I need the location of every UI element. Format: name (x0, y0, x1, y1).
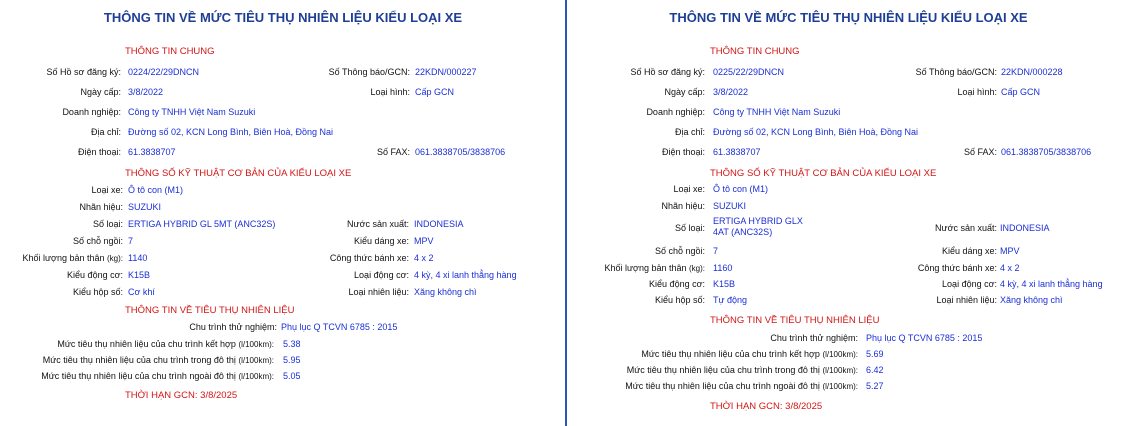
so-loai-value: ERTIGA HYBRID GL 5MT (ANC32S) (128, 219, 276, 229)
so-cho-value: 7 (713, 246, 719, 256)
so-cho-label: Số chỗ ngồi: (654, 246, 705, 256)
so-thong-bao-value: 22KDN/000227 (415, 67, 477, 77)
khoi-luong-label-text: Khối lượng bản thân (22, 253, 105, 263)
so-cho-value: 7 (128, 236, 134, 246)
so-thong-bao-label: Số Thông báo/GCN: (915, 67, 997, 77)
doanh-nghiep-value: Công ty TNHH Việt Nam Suzuki (713, 107, 841, 117)
ket-hop-value: 5.38 (283, 339, 301, 349)
ngoai-do-thi-value: 5.05 (283, 371, 301, 381)
hop-so-label: Kiểu hộp số: (72, 287, 123, 297)
chu-trinh-value: Phụ lục Q TCVN 6785 : 2015 (281, 322, 398, 332)
kieu-dang-value: MPV (1000, 246, 1020, 256)
kieu-dang-value: MPV (414, 236, 434, 246)
so-loai-value: ERTIGA HYBRID GLX 4AT (ANC32S) (713, 216, 803, 237)
loai-dong-co-value: 4 kỳ, 4 xi lanh thẳng hàng (1000, 279, 1103, 289)
ket-hop-label-text: Mức tiêu thụ nhiên liệu của chu trình kết hợp (641, 349, 820, 359)
ket-hop-label (57, 339, 274, 350)
section-general-heading: THÔNG TIN CHUNG (125, 46, 215, 57)
so-cho-label: Số chỗ ngồi: (72, 236, 123, 246)
ket-hop-value: 5.69 (866, 349, 884, 359)
ket-hop-unit: (l/100km): (238, 340, 274, 349)
dien-thoai-label: Điện thoại: (661, 147, 705, 157)
so-ho-so-value: 0225/22/29DNCN (713, 67, 785, 77)
ket-hop-label (641, 349, 858, 360)
loai-dong-co-label: Loại động cơ: (354, 270, 409, 280)
section-fuel-heading: THÔNG TIN VỀ TIÊU THỤ NHIÊN LIỆU (710, 315, 880, 326)
loai-xe-label: Loại xe: (673, 184, 705, 194)
nhan-hieu-value: SUZUKI (713, 201, 747, 211)
trong-do-thi-label-text: Mức tiêu thụ nhiên liệu của chu trình trong đô thị (626, 365, 820, 375)
khoi-luong-value: 1160 (713, 263, 733, 273)
ngoai-do-thi-value: 5.27 (866, 381, 884, 391)
kieu-dong-co-label: Kiểu động cơ: (649, 279, 705, 289)
loai-xe-label: Loại xe: (91, 185, 123, 195)
ngay-cap-value: 3/8/2022 (713, 87, 749, 97)
nuoc-sx-label: Nước sản xuất: (347, 219, 409, 229)
nuoc-sx-value: INDONESIA (1000, 223, 1050, 233)
fax-value: 061.3838705/3838706 (415, 147, 506, 157)
ngay-cap-value: 3/8/2022 (128, 87, 164, 97)
dien-thoai-label: Điện thoại: (77, 147, 121, 157)
trong-do-thi-label-text: Mức tiêu thụ nhiên liệu của chu trình trong đô thị (42, 355, 236, 365)
chu-trinh-value: Phụ lục Q TCVN 6785 : 2015 (866, 333, 983, 343)
loai-hinh-value: Cấp GCN (415, 87, 455, 97)
fuel-info-card-2 (567, 0, 1130, 426)
nhien-lieu-label: Loại nhiên liệu: (936, 295, 997, 305)
loai-dong-co-label: Loại động cơ: (942, 279, 997, 289)
loai-hinh-label: Loại hình: (370, 87, 410, 97)
loai-dong-co-value: 4 kỳ, 4 xi lanh thẳng hàng (414, 270, 517, 280)
doanh-nghiep-label: Doanh nghiệp: (62, 107, 121, 117)
khoi-luong-label (605, 263, 706, 274)
ngoai-do-thi-unit: (l/100km): (238, 372, 274, 381)
so-loai-label: Số loại: (92, 219, 123, 229)
so-thong-bao-label: Số Thông báo/GCN: (328, 67, 410, 77)
trong-do-thi-unit: (l/100km): (822, 366, 858, 375)
khoi-luong-label-text: Khối lượng bản thân (604, 263, 687, 273)
trong-do-thi-value: 5.95 (283, 355, 301, 365)
loai-xe-value: Ô tô con (M1) (128, 185, 184, 195)
fax-value: 061.3838705/3838706 (1001, 147, 1092, 157)
ket-hop-label-text: Mức tiêu thụ nhiên liệu của chu trình kết hợp (57, 339, 236, 349)
card-title: THÔNG TIN VỀ MỨC TIÊU THỤ NHIÊN LIỆU KIỂU LOẠI XE (669, 10, 1028, 25)
fax-label: Số FAX: (376, 147, 410, 157)
trong-do-thi-label (627, 365, 858, 376)
nuoc-sx-label: Nước sản xuất: (935, 223, 997, 233)
ngay-cap-label: Ngày cấp: (80, 87, 121, 97)
khoi-luong-unit: (kg): (107, 254, 123, 263)
loai-xe-value: Ô tô con (M1) (713, 184, 769, 194)
card-title: THÔNG TIN VỀ MỨC TIÊU THỤ NHIÊN LIỆU KIỂU LOẠI XE (103, 10, 463, 25)
kieu-dang-label: Kiểu dáng xe: (941, 246, 997, 256)
khoi-luong-unit: (kg): (689, 264, 705, 273)
khoi-luong-value: 1140 (128, 253, 148, 263)
ngoai-do-thi-label (41, 371, 274, 382)
so-loai-label: Số loại: (674, 223, 705, 233)
so-ho-so-label: Số Hồ sơ đăng ký: (46, 67, 121, 77)
doanh-nghiep-value: Công ty TNHH Việt Nam Suzuki (128, 107, 256, 117)
trong-do-thi-value: 6.42 (866, 365, 884, 375)
trong-do-thi-label (43, 355, 274, 366)
chu-trinh-label: Chu trình thử nghiệm: (770, 333, 858, 343)
dia-chi-value: Đường số 02, KCN Long Bình, Biên Hoà, Đồng Nai (128, 127, 334, 137)
cong-thuc-value: 4 x 2 (414, 253, 434, 263)
kieu-dong-co-value: K15B (128, 270, 151, 280)
nhien-lieu-value: Xăng không chì (414, 287, 477, 297)
kieu-dang-label: Kiểu dáng xe: (353, 236, 409, 246)
nhien-lieu-value: Xăng không chì (1000, 295, 1063, 305)
ngoai-do-thi-label (625, 381, 858, 392)
loai-hinh-value: Cấp GCN (1001, 87, 1041, 97)
nhien-lieu-label: Loại nhiên liệu: (348, 287, 409, 297)
dien-thoai-value: 61.3838707 (128, 147, 176, 157)
dien-thoai-value: 61.3838707 (713, 147, 761, 157)
cong-thuc-label: Công thức bánh xe: (329, 253, 409, 263)
thoi-han-gcn: THỜI HẠN GCN: 3/8/2025 (710, 401, 823, 412)
ngoai-do-thi-label-text: Mức tiêu thụ nhiên liệu của chu trình ngoài đô thị (41, 371, 236, 381)
so-ho-so-label: Số Hồ sơ đăng ký: (630, 67, 705, 77)
dia-chi-label: Địa chỉ: (674, 127, 705, 137)
chu-trinh-label: Chu trình thử nghiệm: (189, 322, 277, 332)
hop-so-value: Cơ khí (128, 287, 155, 297)
section-fuel-heading: THÔNG TIN VỀ TIÊU THỤ NHIÊN LIỆU (125, 305, 295, 316)
hop-so-value: Tự động (713, 295, 748, 305)
thoi-han-gcn: THỜI HẠN GCN: 3/8/2025 (125, 390, 238, 401)
kieu-dong-co-label: Kiểu động cơ: (67, 270, 123, 280)
cong-thuc-label: Công thức bánh xe: (917, 263, 997, 273)
nhan-hieu-value: SUZUKI (128, 202, 162, 212)
dia-chi-label: Địa chỉ: (90, 127, 121, 137)
fax-label: Số FAX: (963, 147, 997, 157)
trong-do-thi-unit: (l/100km): (238, 356, 274, 365)
nuoc-sx-value: INDONESIA (414, 219, 464, 229)
dia-chi-value: Đường số 02, KCN Long Bình, Biên Hoà, Đồng Nai (713, 127, 919, 137)
so-ho-so-value: 0224/22/29DNCN (128, 67, 200, 77)
section-general-heading: THÔNG TIN CHUNG (710, 46, 800, 57)
ngay-cap-label: Ngày cấp: (664, 87, 705, 97)
so-thong-bao-value: 22KDN/000228 (1001, 67, 1063, 77)
cong-thuc-value: 4 x 2 (1000, 263, 1020, 273)
ket-hop-unit: (l/100km): (822, 350, 858, 359)
nhan-hieu-label: Nhãn hiệu: (661, 201, 705, 211)
doanh-nghiep-label: Doanh nghiệp: (646, 107, 705, 117)
loai-hinh-label: Loại hình: (957, 87, 997, 97)
kieu-dong-co-value: K15B (713, 279, 736, 289)
ngoai-do-thi-label-text: Mức tiêu thụ nhiên liệu của chu trình ngoài đô thị (625, 381, 820, 391)
hop-so-label: Kiểu hộp số: (654, 295, 705, 305)
section-tech-heading: THÔNG SỐ KỸ THUẬT CƠ BẢN CỦA KIỂU LOẠI XE (125, 168, 352, 179)
section-tech-heading: THÔNG SỐ KỸ THUẬT CƠ BẢN CỦA KIỂU LOẠI XE (710, 168, 937, 179)
khoi-luong-label (23, 253, 124, 264)
ngoai-do-thi-unit: (l/100km): (822, 382, 858, 391)
nhan-hieu-label: Nhãn hiệu: (79, 202, 123, 212)
